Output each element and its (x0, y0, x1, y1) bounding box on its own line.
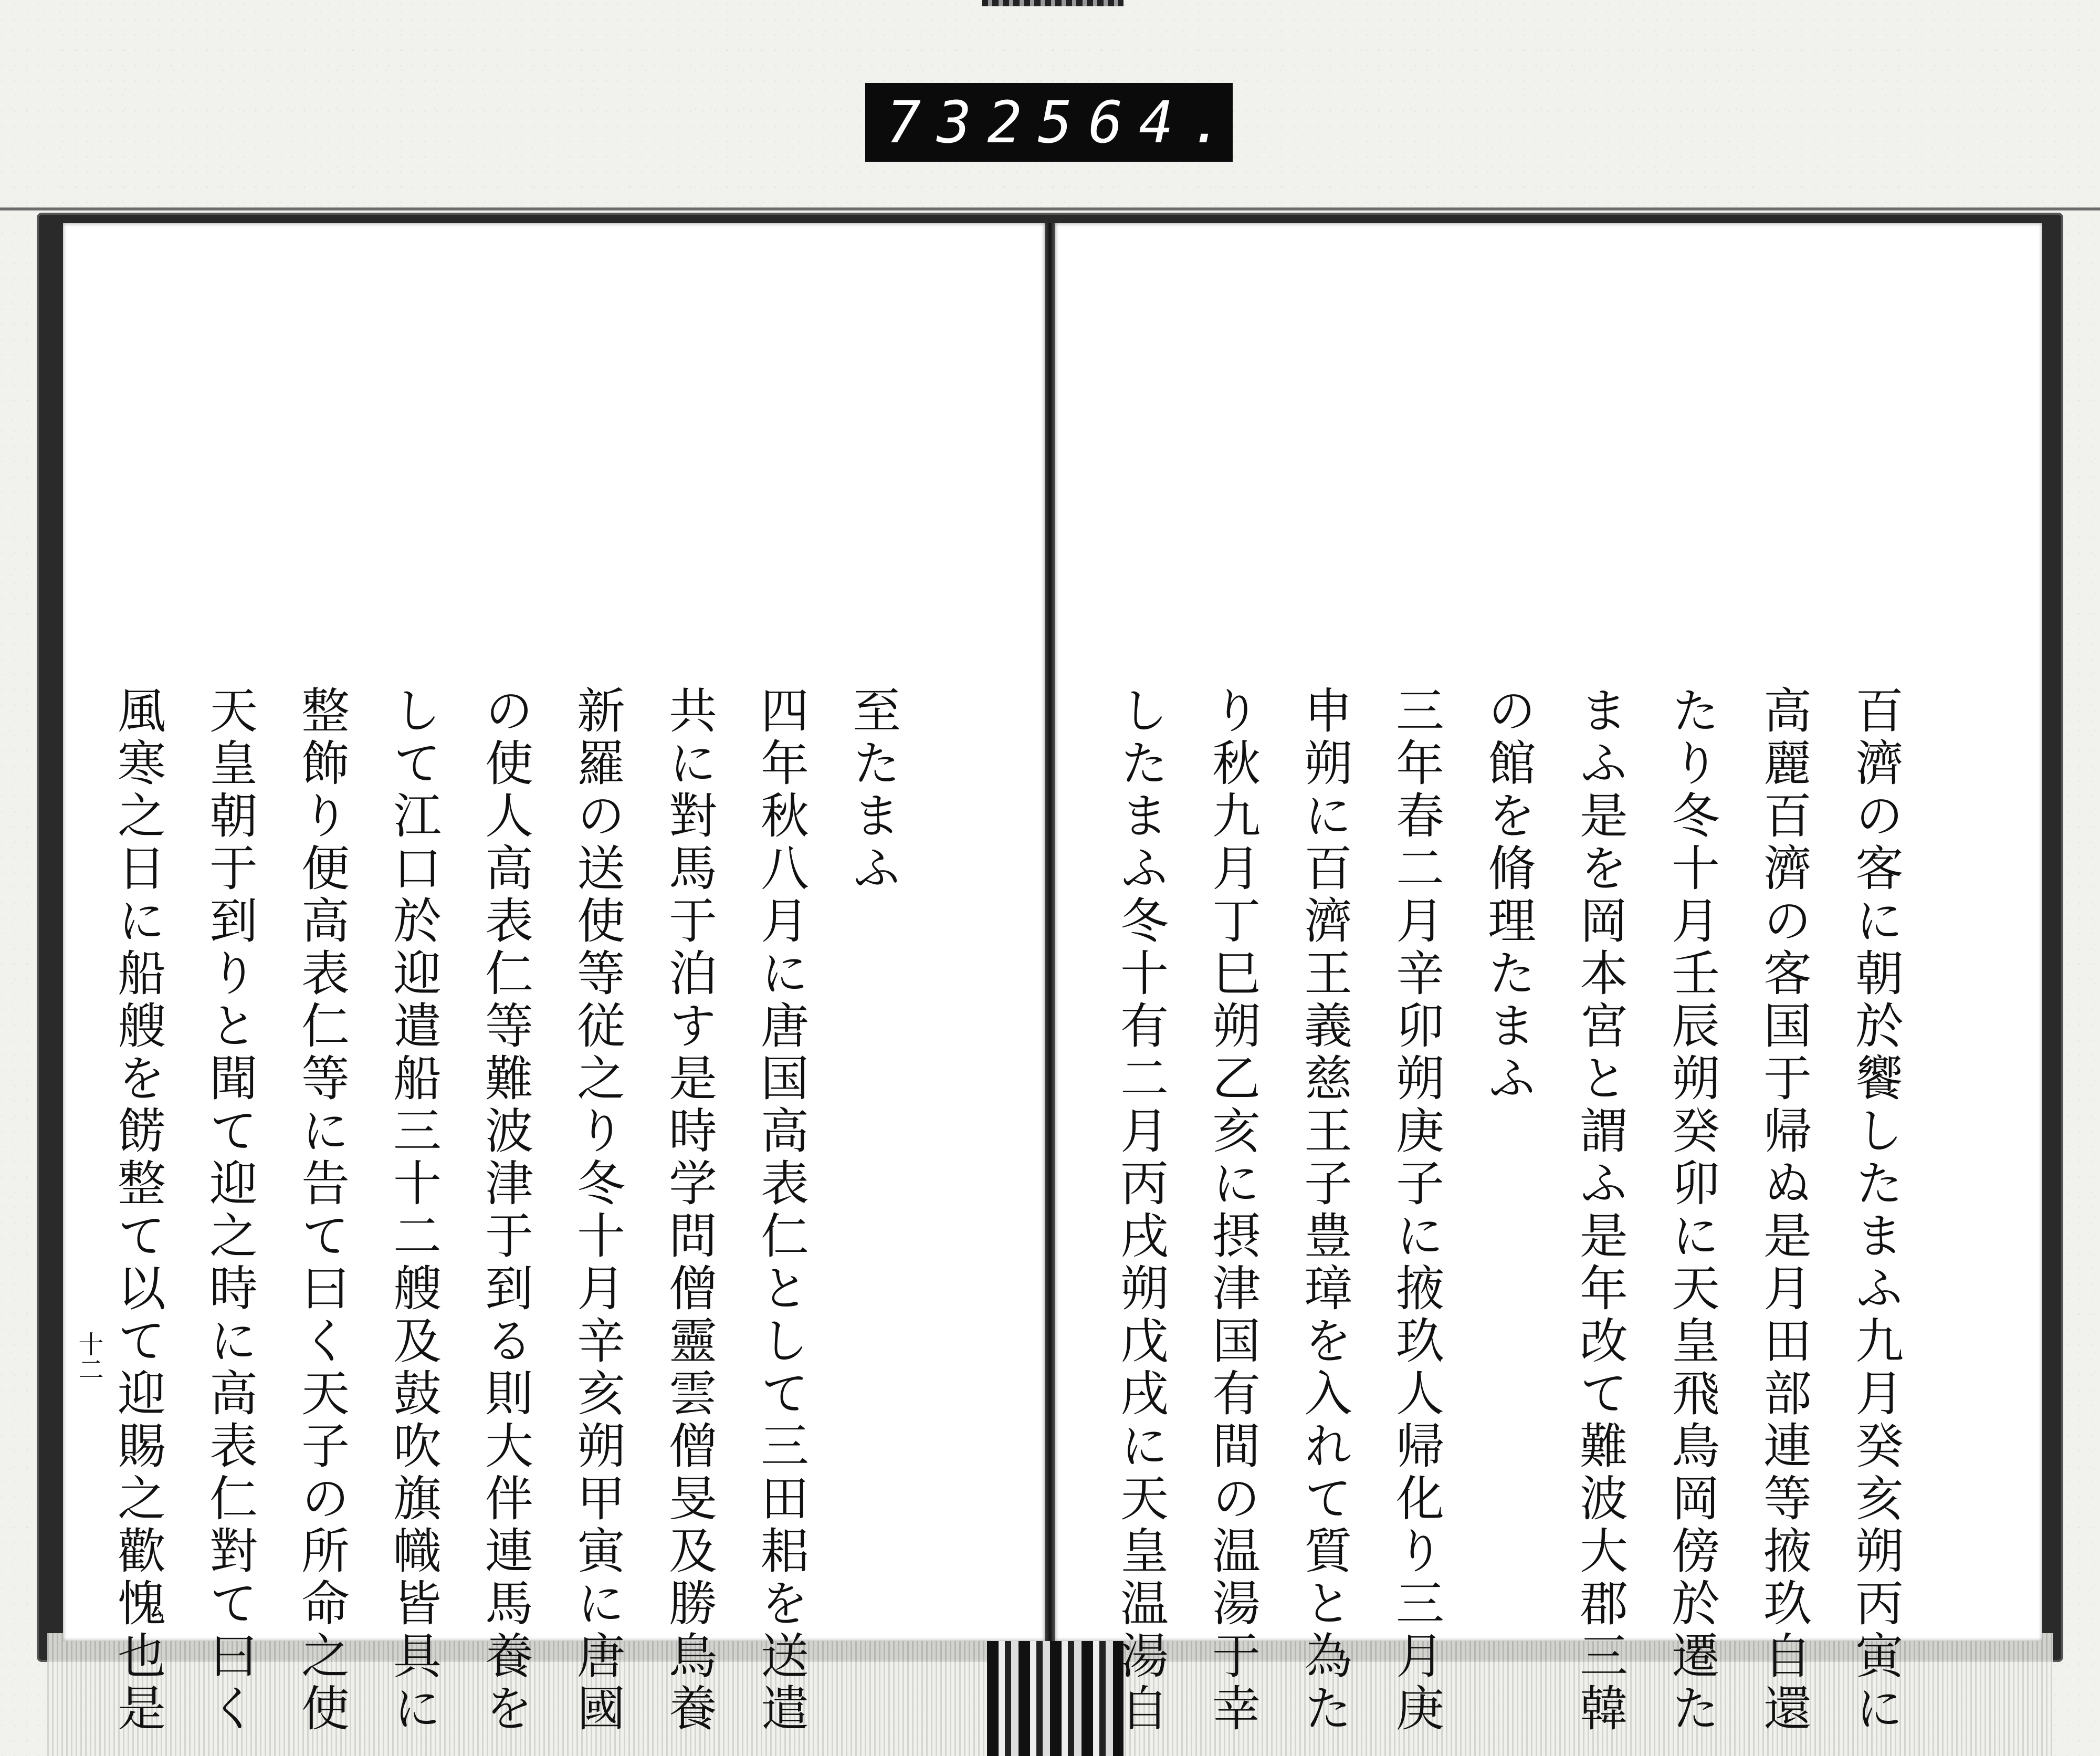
text-column: まふ是を岡本宮と謂ふ是年改て難波大郡三韓 (1572, 685, 1628, 1736)
frame-number-left: 732 (886, 89, 1038, 156)
text-column: たり冬十月壬辰朔癸卯に天皇飛鳥岡傍於遷た (1664, 685, 1720, 1736)
right-page-text (1095, 685, 1922, 1736)
text-column: したまふ冬十有二月丙戌朔戊戌に天皇温湯自 (1112, 685, 1169, 1736)
microfilm-frame-label (865, 83, 1240, 162)
text-column: の使人高表仁等難波津于到る則大伴連馬養を (477, 685, 533, 1736)
left-page-text (92, 685, 919, 1736)
text-column: 天皇朝于到りと聞て迎之時に高表仁對て曰く (202, 685, 258, 1736)
top-edge-mark (982, 0, 1124, 6)
text-column: 風寒之日に船艘を餝整て以て迎賜之歡愧也是 (110, 685, 166, 1736)
text-column: 申朔に百濟王義慈王子豊璋を入れて質と為た (1296, 685, 1352, 1736)
text-column: り秋九月丁巳朔乙亥に摂津国有間の温湯于幸 (1204, 685, 1261, 1736)
text-column: 高麗百濟の客国于帰ぬ是月田部連等掖玖自還 (1756, 685, 1812, 1736)
text-column: 新羅の送使等従之り冬十月辛亥朔甲寅に唐國 (569, 685, 625, 1736)
frame-number-right: 564. (1037, 89, 1240, 156)
book-spine (1045, 223, 1055, 1641)
text-column: 百濟の客に朝於饗したまふ九月癸亥朔丙寅に (1847, 685, 1904, 1736)
scan-rule (0, 207, 2100, 211)
text-column: 四年秋八月に唐国高表仁として三田耜を送遣 (753, 685, 809, 1736)
text-column: 共に對馬于泊す是時学問僧靈雲僧旻及勝鳥養 (661, 685, 717, 1736)
right-page (1055, 223, 2042, 1736)
text-column: して江口於迎遣船三十二艘及鼓吹旗幟皆具に (385, 685, 442, 1736)
text-column: 整飾り便高表仁等に告て曰く天子の所命之使 (293, 685, 350, 1736)
left-page (63, 223, 1045, 1736)
page-number: 十二 (74, 1331, 103, 1382)
text-column: の館を脩理たまふ (1480, 685, 1536, 1105)
text-column: 三年春二月辛卯朔庚子に掖玖人帰化り三月庚 (1388, 685, 1444, 1736)
text-column: 至たまふ (845, 685, 901, 895)
